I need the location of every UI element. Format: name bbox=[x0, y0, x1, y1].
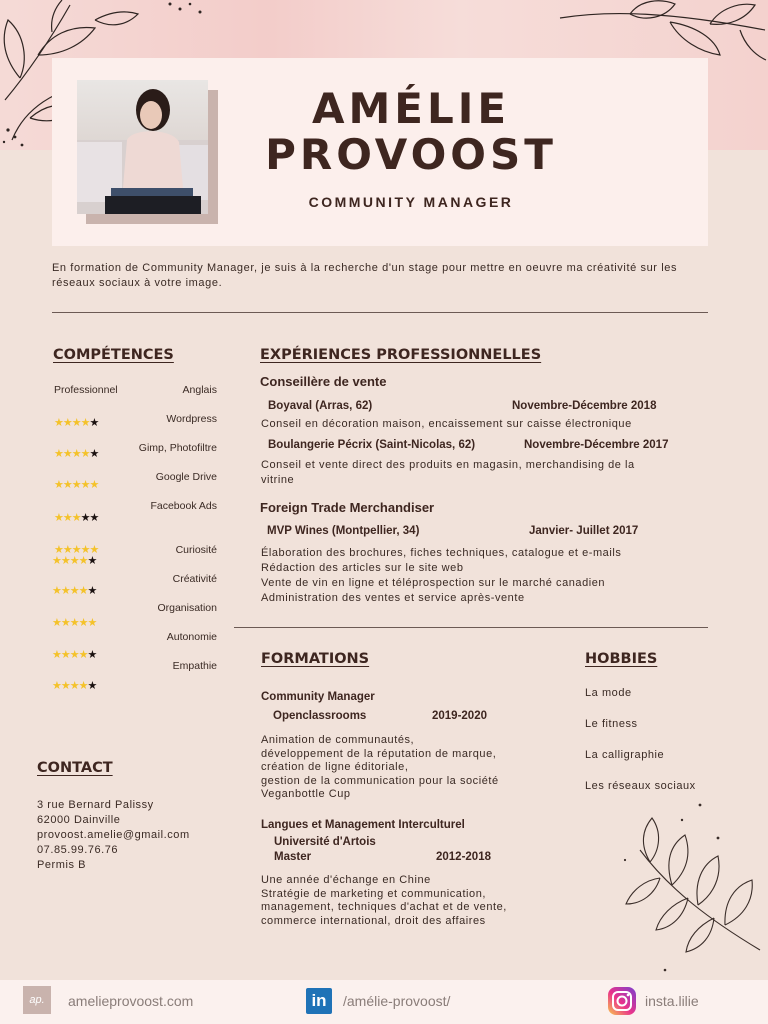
star-rating bbox=[52, 648, 96, 661]
star-filled-icon: ★ bbox=[54, 544, 63, 556]
competences-title: COMPÉTENCES bbox=[53, 347, 174, 363]
job1-desc1: Conseil en décoration maison, encaissement sur caisse électronique bbox=[261, 418, 632, 430]
intro-text: En formation de Community Manager, je suis à la recherche d'un stage pour mettre en oeuvre ma créativité sur les réseaux sociaux à votre image. bbox=[52, 262, 678, 289]
footer-instagram[interactable]: insta.lilie bbox=[645, 993, 699, 1009]
divider-top bbox=[52, 312, 708, 313]
skill-label: Facebook Ads bbox=[150, 500, 217, 512]
star-filled-icon: ★ bbox=[69, 617, 79, 629]
star-filled-icon: ★ bbox=[54, 479, 63, 491]
star-filled-icon: ★ bbox=[71, 448, 81, 460]
job1-place2: Boulangerie Pécrix (Saint-Nicolas, 62) bbox=[268, 439, 476, 451]
job1-desc2a: Conseil et vente direct des produits en magasin, merchandising de la bbox=[261, 459, 635, 471]
formation1-line: Animation de communautés, bbox=[261, 734, 415, 746]
job2-line: Vente de vin en ligne et téléprospection sur le marché canadien bbox=[261, 577, 606, 589]
star-filled-icon: ★ bbox=[62, 512, 72, 524]
star-filled-icon: ★ bbox=[71, 512, 81, 524]
star-filled-icon: ★ bbox=[52, 617, 61, 629]
job2-title: Foreign Trade Merchandiser bbox=[260, 500, 435, 515]
job2-line: Rédaction des articles sur le site web bbox=[261, 562, 464, 574]
star-empty-icon: ★ bbox=[87, 585, 97, 597]
star-rating bbox=[54, 447, 98, 460]
contact-address: 3 rue Bernard Palissy bbox=[37, 799, 154, 811]
formation1-date: 2019-2020 bbox=[432, 710, 487, 722]
star-empty-icon: ★ bbox=[87, 649, 97, 661]
formations-title: FORMATIONS bbox=[261, 651, 370, 667]
star-empty-icon: ★ bbox=[89, 448, 99, 460]
job-role: COMMUNITY MANAGER bbox=[308, 194, 514, 210]
profile-photo bbox=[77, 80, 208, 214]
formation1-line: Veganbottle Cup bbox=[261, 788, 351, 800]
star-filled-icon: ★ bbox=[80, 417, 90, 429]
star-filled-icon: ★ bbox=[54, 417, 63, 429]
job1-date2: Novembre-Décembre 2017 bbox=[524, 439, 669, 451]
formation2-date: 2012-2018 bbox=[436, 851, 491, 863]
star-rating bbox=[54, 478, 98, 491]
star-filled-icon: ★ bbox=[69, 649, 79, 661]
first-name: AMÉLIE bbox=[311, 84, 511, 133]
skill-label: Empathie bbox=[172, 660, 217, 672]
star-filled-icon: ★ bbox=[71, 417, 81, 429]
star-rating bbox=[52, 616, 96, 629]
hobbies-title: HOBBIES bbox=[585, 651, 658, 667]
star-filled-icon: ★ bbox=[80, 479, 90, 491]
formation1-line: développement de la réputation de marque, bbox=[261, 747, 497, 760]
star-filled-icon: ★ bbox=[78, 617, 88, 629]
formation1-school: Openclassrooms bbox=[273, 710, 367, 722]
star-filled-icon: ★ bbox=[78, 555, 88, 567]
formation1-title: Community Manager bbox=[261, 691, 375, 703]
star-rating bbox=[52, 584, 96, 597]
star-empty-icon: ★ bbox=[80, 512, 90, 524]
star-filled-icon: ★ bbox=[62, 417, 72, 429]
formation1-line: gestion de la communication pour la société bbox=[261, 774, 499, 787]
formation2-line: management, techniques d'achat et de vente, bbox=[261, 901, 507, 913]
job1-place1: Boyaval (Arras, 62) bbox=[268, 400, 373, 412]
star-filled-icon: ★ bbox=[62, 448, 72, 460]
star-filled-icon: ★ bbox=[71, 479, 81, 491]
job2-date: Janvier- Juillet 2017 bbox=[529, 525, 639, 537]
skill-label: Créativité bbox=[172, 573, 217, 585]
leaf-branch-bottom-right-icon bbox=[610, 800, 768, 980]
person-at-laptop-icon bbox=[77, 80, 208, 214]
star-filled-icon: ★ bbox=[69, 680, 79, 692]
dots-decoration-icon bbox=[160, 0, 220, 20]
ap-logo-icon: ap. bbox=[23, 986, 51, 1014]
star-filled-icon: ★ bbox=[89, 544, 99, 556]
star-filled-icon: ★ bbox=[78, 585, 88, 597]
experiences-title: EXPÉRIENCES PROFESSIONNELLES bbox=[260, 347, 542, 363]
star-empty-icon: ★ bbox=[87, 555, 97, 567]
formation2-school: Université d'Artois bbox=[274, 836, 376, 848]
star-filled-icon: ★ bbox=[69, 555, 79, 567]
formation2-title: Langues et Management Interculturel bbox=[261, 819, 465, 831]
hobby-item: Les réseaux sociaux bbox=[585, 780, 696, 792]
star-filled-icon: ★ bbox=[60, 680, 70, 692]
contact-title: CONTACT bbox=[37, 760, 113, 776]
competences-group-label: Professionnel bbox=[54, 384, 118, 396]
formation1-desc bbox=[261, 734, 499, 802]
star-filled-icon: ★ bbox=[54, 512, 63, 524]
job1-title: Conseillère de vente bbox=[260, 374, 387, 389]
job2-place: MVP Wines (Montpellier, 34) bbox=[267, 525, 420, 537]
star-rating bbox=[52, 554, 96, 567]
star-filled-icon: ★ bbox=[54, 448, 63, 460]
contact-city: 62000 Dainville bbox=[37, 814, 121, 826]
formation2-line: Une année d'échange en Chine bbox=[261, 874, 431, 886]
star-filled-icon: ★ bbox=[62, 544, 72, 556]
contact-block bbox=[37, 798, 190, 873]
formation2-desc bbox=[261, 874, 507, 928]
skill-label: Wordpress bbox=[166, 413, 217, 425]
contact-email[interactable]: provoost.amelie@gmail.com bbox=[37, 829, 190, 841]
instagram-icon[interactable] bbox=[607, 986, 637, 1016]
skill-label: Google Drive bbox=[155, 471, 217, 483]
formation1-line: création de ligne éditoriale, bbox=[261, 761, 409, 773]
contact-license: Permis B bbox=[37, 859, 87, 871]
job2-line: Administration des ventes et service après-vente bbox=[261, 592, 525, 604]
star-filled-icon: ★ bbox=[78, 680, 88, 692]
skill-label: Autonomie bbox=[166, 631, 217, 643]
star-filled-icon: ★ bbox=[78, 649, 88, 661]
star-filled-icon: ★ bbox=[60, 585, 70, 597]
star-empty-icon: ★ bbox=[89, 512, 99, 524]
skill-label: Organisation bbox=[157, 602, 217, 614]
skill-label: Curiosité bbox=[175, 544, 217, 556]
star-filled-icon: ★ bbox=[60, 649, 70, 661]
star-filled-icon: ★ bbox=[60, 555, 70, 567]
hobby-item: La mode bbox=[585, 687, 632, 699]
footer-website[interactable]: amelieprovoost.com bbox=[68, 993, 194, 1009]
formation2-degree: Master bbox=[274, 851, 312, 863]
star-empty-icon: ★ bbox=[89, 417, 99, 429]
full-name bbox=[252, 86, 570, 178]
star-rating bbox=[54, 511, 98, 524]
star-filled-icon: ★ bbox=[52, 649, 61, 661]
star-filled-icon: ★ bbox=[52, 585, 61, 597]
star-filled-icon: ★ bbox=[62, 479, 72, 491]
job1-date1: Novembre-Décembre 2018 bbox=[512, 400, 657, 412]
linkedin-icon[interactable]: in bbox=[306, 988, 332, 1014]
formation2-line: commerce international, droit des affaires bbox=[261, 914, 486, 927]
star-empty-icon: ★ bbox=[87, 680, 97, 692]
job2-desc bbox=[261, 546, 621, 606]
star-rating bbox=[52, 679, 96, 692]
last-name: PROVOOST bbox=[265, 130, 557, 179]
star-filled-icon: ★ bbox=[87, 617, 97, 629]
star-filled-icon: ★ bbox=[52, 680, 61, 692]
hobby-item: Le fitness bbox=[585, 718, 638, 730]
star-filled-icon: ★ bbox=[71, 544, 81, 556]
divider-middle bbox=[234, 627, 708, 628]
star-filled-icon: ★ bbox=[52, 555, 61, 567]
job2-line: Élaboration des brochures, fiches techniques, catalogue et e-mails bbox=[261, 547, 622, 559]
hobby-item: La calligraphie bbox=[585, 749, 665, 761]
star-rating bbox=[54, 416, 98, 429]
star-filled-icon: ★ bbox=[69, 585, 79, 597]
job1-desc2b: vitrine bbox=[261, 474, 295, 486]
star-filled-icon: ★ bbox=[80, 448, 90, 460]
star-filled-icon: ★ bbox=[80, 544, 90, 556]
footer-linkedin[interactable]: /amélie-provoost/ bbox=[343, 993, 451, 1009]
formation2-line: Stratégie de marketing et communication, bbox=[261, 887, 486, 900]
skill-label: Gimp, Photofiltre bbox=[138, 442, 217, 454]
skill-label: Anglais bbox=[182, 384, 217, 396]
star-filled-icon: ★ bbox=[89, 479, 99, 491]
star-filled-icon: ★ bbox=[60, 617, 70, 629]
contact-phone[interactable]: 07.85.99.76.76 bbox=[37, 844, 119, 856]
